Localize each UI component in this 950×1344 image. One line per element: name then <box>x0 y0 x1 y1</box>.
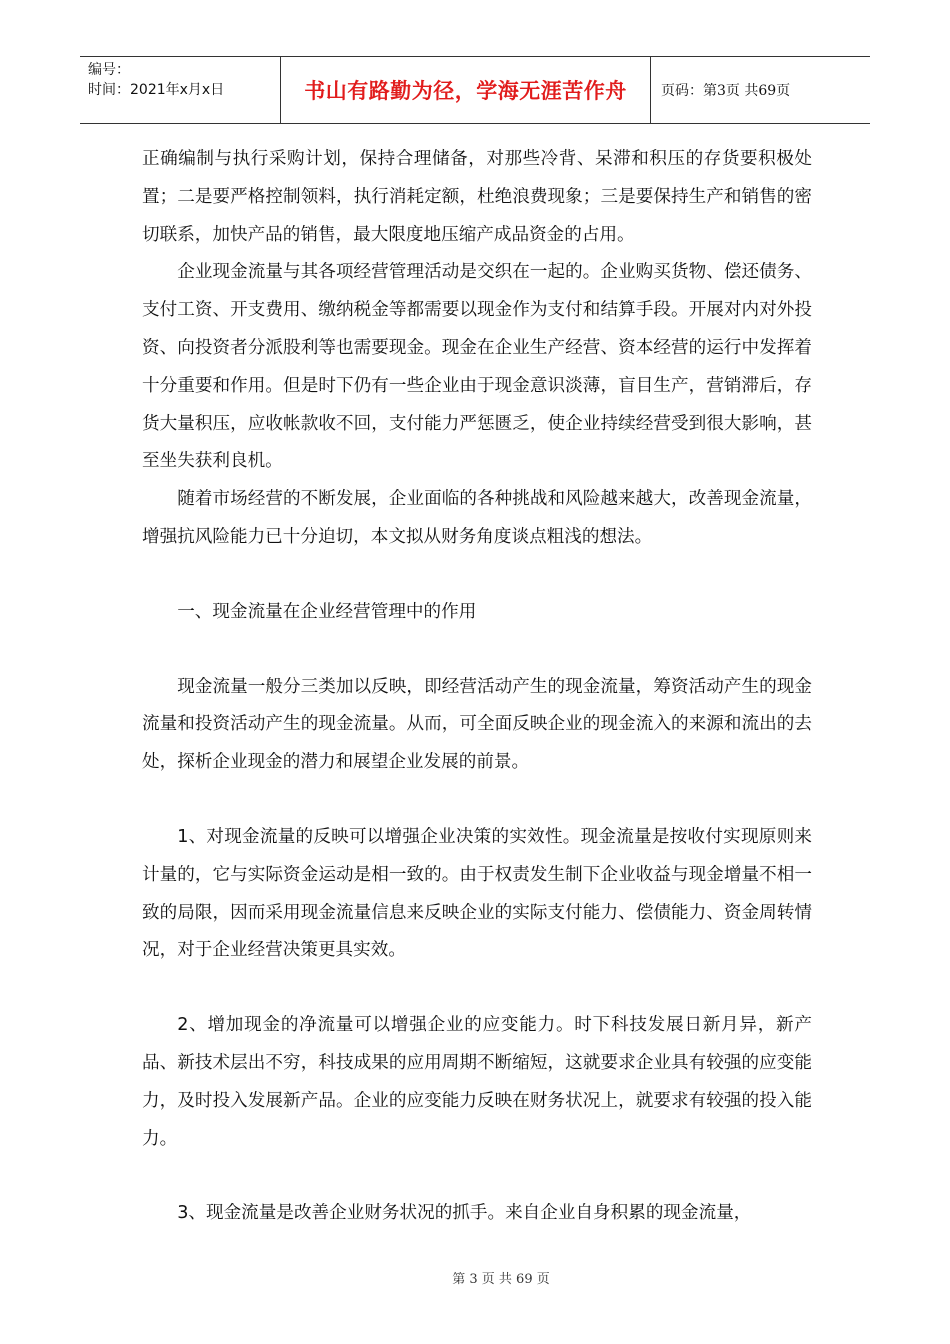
paragraph-spacer <box>142 782 812 819</box>
paragraph-spacer <box>142 1158 812 1195</box>
header-meta-cell <box>80 57 281 123</box>
document-body <box>142 141 812 1233</box>
paragraph-spacer <box>142 970 812 1007</box>
document-header <box>80 56 870 124</box>
paragraph: 正确编制与执行采购计划，保持合理储备，对那些冷背、呆滞和积压的存货要积极处置；二是要严格控制领料，执行消耗定额，杜绝浪费现象；三是要保持生产和销售的密切联系，加快产品的销售，最大限度地压缩产成品资金的占用。 <box>142 149 812 245</box>
paragraph: 2、增加现金的净流量可以增强企业的应变能力。时下科技发展日新月异，新产品、新技术层出不穷，科技成果的应用周期不断缩短，这就要求企业具有较强的应变能力，及时投入发展新产品。企业的应变能力反映在财务状况上，就要求有较强的投入能力。 <box>142 1015 812 1149</box>
header-motto: 书山有路勤为径，学海无涯苦作舟 <box>281 57 651 123</box>
section-heading: 一、现金流量在企业经营管理中的作用 <box>177 601 477 622</box>
paragraph-spacer <box>142 632 812 669</box>
paragraph: 3、现金流量是改善企业财务状况的抓手。来自企业自身积累的现金流量， <box>177 1203 752 1224</box>
page-footer: 第 3 页 共 69 页 <box>452 1272 550 1287</box>
paragraph: 1、对现金流量的反映可以增强企业决策的实效性。现金流量是按收付实现原则来计量的，它与实际资金运动是相一致的。由于权责发生制下企业收益与现金增量不相一致的局限，因而采用现金流量信息来反映企业的实际支付能力、偿债能力、资金周转情况，对于企业经营决策更具实效。 <box>142 826 812 961</box>
paragraph: 企业现金流量与其各项经营管理活动是交织在一起的。企业购买货物、偿还债务、支付工资、开支费用、缴纳税金等都需要以现金作为支付和结算手段。开展对内对外投资、向投资者分派股利等也需要现金。现金在企业生产经营、资本经营的运行中发挥着十分重要和作用。但是时下仍有一些企业由于现金意识淡薄，盲目生产，营销滞后，存货大量积压，应收帐款收不回，支付能力严惩匮乏，使企业持续经营受到很大影响，甚至坐失获利良机。 <box>142 262 812 472</box>
header-page-info: 页码：第3页 共69页 <box>661 83 791 99</box>
document-number-label: 编号： <box>88 62 130 78</box>
paragraph: 现金流量一般分三类加以反映，即经营活动产生的现金流量，筹资活动产生的现金流量和投资活动产生的现金流量。从而，可全面反映企业的现金流入的来源和流出的去处，探析企业现金的潜力和展望企业发展的前景。 <box>142 676 812 773</box>
paragraph: 随着市场经营的不断发展，企业面临的各种挑战和风险越来越大，改善现金流量，增强抗风险能力已十分迫切，本文拟从财务角度谈点粗浅的想法。 <box>142 489 812 547</box>
document-time-label: 时间：2021年x月x日 <box>88 82 225 98</box>
paragraph-spacer <box>142 557 812 594</box>
